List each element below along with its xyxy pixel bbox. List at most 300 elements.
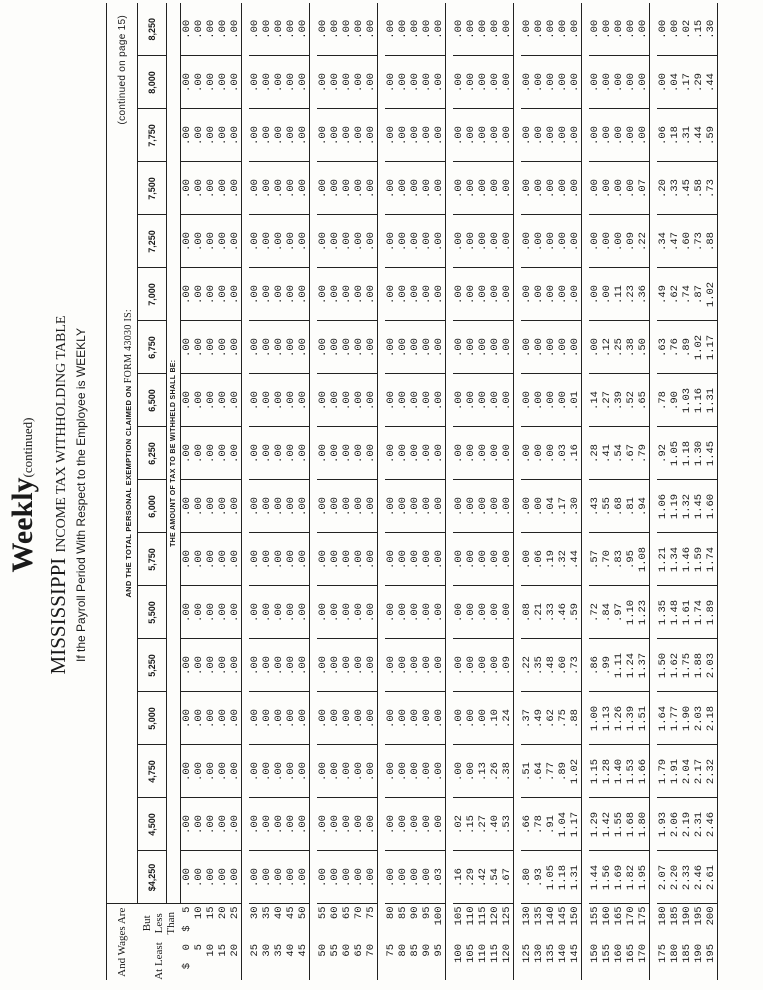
wage-at-least: 35 (273, 944, 285, 957)
exemption-0: $4,250 (138, 851, 167, 904)
tax-amount: .00 (297, 427, 310, 480)
tax-amount: .65 (637, 374, 650, 427)
tax-amount: .66 (521, 798, 533, 851)
tax-amount: .00 (589, 3, 601, 56)
wage-at-least: 120 (501, 942, 514, 980)
tax-amount: 1.10 (625, 586, 637, 639)
tax-amount: .00 (601, 215, 613, 268)
tax-amount: .00 (193, 798, 205, 851)
tax-amount: 1.74 (693, 586, 705, 639)
tax-amount: .00 (521, 109, 533, 162)
banner-lead: AND THE TOTAL PERSONAL EXEMPTION CLAIMED ON (124, 383, 133, 598)
tax-amount: .30 (569, 480, 582, 533)
table-row (193, 3, 205, 980)
tax-amount: .00 (601, 162, 613, 215)
tax-amount: .00 (317, 162, 329, 215)
tax-amount: .00 (557, 374, 569, 427)
tax-amount: .00 (181, 109, 194, 162)
tax-amount: .00 (433, 215, 446, 268)
tax-amount: .54 (489, 851, 501, 904)
tax-amount: .00 (297, 162, 310, 215)
tax-amount: .00 (273, 109, 285, 162)
tax-amount: .00 (545, 109, 557, 162)
tax-amount: .00 (353, 56, 365, 109)
tax-amount: .00 (261, 480, 273, 533)
tax-amount: .00 (409, 586, 421, 639)
wage-less-than: 55 (317, 904, 329, 942)
tax-amount: .00 (465, 745, 477, 798)
tax-amount: .00 (193, 109, 205, 162)
tax-amount: .95 (625, 533, 637, 586)
tax-amount: .15 (693, 3, 705, 56)
tax-amount: .86 (589, 639, 601, 692)
table-row (601, 3, 613, 980)
tax-amount: .00 (385, 268, 397, 321)
tax-amount: .00 (317, 639, 329, 692)
table-row (501, 3, 514, 980)
block-spacer (446, 3, 454, 980)
tax-amount: .00 (365, 692, 378, 745)
tax-amount: .00 (181, 851, 194, 904)
tax-amount: .00 (205, 639, 217, 692)
tax-amount: .00 (409, 427, 421, 480)
tax-amount: .00 (501, 56, 514, 109)
tax-amount: 1.06 (657, 480, 669, 533)
tax-amount: .02 (453, 798, 465, 851)
tax-amount: 1.44 (589, 851, 601, 904)
tax-amount: .00 (285, 851, 297, 904)
tax-amount: .00 (385, 851, 397, 904)
tax-amount: .00 (193, 586, 205, 639)
tax-amount: .00 (193, 745, 205, 798)
tax-amount: .00 (353, 692, 365, 745)
tax-amount: .00 (297, 798, 310, 851)
tax-amount: .00 (261, 3, 273, 56)
tax-amount: .00 (229, 321, 242, 374)
wage-less-than: 85 (397, 904, 409, 942)
tax-amount: 1.66 (637, 745, 650, 798)
spacer-cell (582, 3, 590, 980)
tax-amount: .55 (601, 480, 613, 533)
tax-amount: .00 (217, 321, 229, 374)
tax-amount: .00 (489, 268, 501, 321)
tax-amount: 1.31 (705, 374, 718, 427)
tax-amount: .00 (397, 533, 409, 586)
tax-amount: .00 (465, 480, 477, 533)
tax-amount: 1.31 (569, 851, 582, 904)
tax-amount: 1.91 (669, 745, 681, 798)
tax-amount: .00 (317, 215, 329, 268)
tax-amount: .00 (433, 639, 446, 692)
tax-amount: 1.30 (693, 427, 705, 480)
tax-amount: .11 (613, 268, 625, 321)
tax-amount: .00 (317, 374, 329, 427)
tax-amount: .00 (489, 3, 501, 56)
tax-amount: .00 (249, 533, 261, 586)
tax-amount: .28 (589, 427, 601, 480)
tax-amount: .00 (489, 56, 501, 109)
tax-amount: .00 (193, 374, 205, 427)
wage-at-least: 125 (521, 944, 533, 963)
wage-at-least: 5 (193, 944, 205, 951)
tax-amount: .00 (341, 56, 353, 109)
table-row (229, 3, 242, 980)
tax-amount: .00 (297, 692, 310, 745)
tax-amount: .00 (273, 692, 285, 745)
wage-less-than: 120 (489, 904, 501, 942)
tax-amount: .00 (249, 586, 261, 639)
tax-amount: 2.46 (693, 851, 705, 904)
tax-amount: .60 (557, 639, 569, 692)
title-weekly: Weekly (6, 477, 39, 573)
tax-amount: .00 (589, 268, 601, 321)
tax-amount: 1.04 (557, 798, 569, 851)
tax-amount: 2.04 (681, 745, 693, 798)
table-row (557, 3, 569, 980)
tax-amount: .00 (501, 321, 514, 374)
tax-amount: .00 (501, 215, 514, 268)
tax-amount: .00 (533, 321, 545, 374)
tax-amount: .00 (329, 321, 341, 374)
table-row (489, 3, 501, 980)
tax-amount: .00 (465, 692, 477, 745)
tax-amount: .00 (453, 480, 465, 533)
tax-amount: .00 (601, 268, 613, 321)
tax-amount: .00 (249, 215, 261, 268)
wage-at-least: 20 (229, 942, 242, 980)
tax-amount: 1.50 (657, 639, 669, 692)
tax-amount: .00 (625, 56, 637, 109)
tax-amount: .00 (601, 56, 613, 109)
tax-amount: .00 (545, 321, 557, 374)
tax-amount: .00 (217, 639, 229, 692)
tax-amount: .00 (365, 533, 378, 586)
tax-amount: .00 (533, 215, 545, 268)
tax-amount: .51 (521, 745, 533, 798)
tax-amount: .43 (589, 480, 601, 533)
tax-amount: .00 (341, 692, 353, 745)
tax-amount: .00 (489, 586, 501, 639)
tax-amount: .00 (193, 851, 205, 904)
tax-amount: 1.60 (705, 480, 718, 533)
tax-amount: 1.15 (589, 745, 601, 798)
tax-amount: .00 (217, 798, 229, 851)
tax-amount: .00 (353, 3, 365, 56)
page-heading (0, 0, 118, 990)
tax-amount: .00 (205, 109, 217, 162)
wage-less-than: 165 (613, 904, 625, 942)
table-row (329, 3, 341, 980)
wage-less-than: 10 (193, 904, 205, 942)
wage-less-than: 155 (589, 904, 601, 942)
tax-amount: .00 (193, 215, 205, 268)
wage-at-least: 50 (317, 944, 329, 957)
wage-less-than: 40 (273, 904, 285, 942)
wage-less-than: 65 (341, 904, 353, 942)
exemption-2: 4,750 (138, 745, 167, 798)
tax-amount: .00 (261, 639, 273, 692)
table-row (181, 3, 194, 980)
tax-amount: .00 (273, 639, 285, 692)
tax-amount: .00 (625, 109, 637, 162)
tax-amount: .00 (521, 162, 533, 215)
tax-amount: .00 (217, 374, 229, 427)
tax-amount: 2.07 (657, 851, 669, 904)
tax-amount: .00 (453, 639, 465, 692)
tax-amount: .00 (297, 480, 310, 533)
table-row (353, 3, 365, 980)
tax-amount: .00 (249, 268, 261, 321)
tax-amount: .91 (545, 798, 557, 851)
exemption-10: 6,750 (138, 321, 167, 374)
tax-amount: .00 (181, 427, 194, 480)
tax-amount: .00 (341, 374, 353, 427)
table-row (521, 3, 533, 980)
tax-amount: 2.19 (681, 798, 693, 851)
table-row (705, 3, 718, 980)
tax-amount: .00 (181, 692, 194, 745)
tax-amount: .00 (297, 745, 310, 798)
tax-amount: 1.89 (705, 586, 718, 639)
wage-less-than: 175 (637, 904, 650, 942)
tax-amount: .00 (229, 109, 242, 162)
tax-amount: .00 (205, 745, 217, 798)
tax-amount: .00 (465, 162, 477, 215)
tax-amount: .00 (205, 798, 217, 851)
tax-amount: .00 (569, 56, 582, 109)
tax-amount: .40 (489, 798, 501, 851)
tax-amount: .00 (545, 56, 557, 109)
tax-amount: .00 (353, 533, 365, 586)
tax-amount: .00 (249, 374, 261, 427)
tax-amount: 1.79 (657, 745, 669, 798)
tax-amount: .00 (569, 162, 582, 215)
tax-amount: .00 (217, 268, 229, 321)
tax-amount: .00 (205, 427, 217, 480)
wage-at-least: 185 (681, 944, 693, 963)
tax-amount: .00 (465, 56, 477, 109)
wage-less-than: 130 (521, 904, 533, 942)
tax-amount: .00 (297, 533, 310, 586)
tax-amount: .00 (601, 109, 613, 162)
tax-amount: .00 (205, 56, 217, 109)
tax-amount: .00 (453, 533, 465, 586)
wage-at-least: 60 (341, 944, 353, 957)
tax-amount: .00 (533, 480, 545, 533)
tax-amount: .00 (249, 3, 261, 56)
tax-amount: .44 (569, 533, 582, 586)
tax-amount: .00 (421, 533, 433, 586)
tax-amount: .63 (657, 321, 669, 374)
exemption-14: 7,750 (138, 109, 167, 162)
table-row (669, 3, 681, 980)
tax-amount: .00 (545, 215, 557, 268)
tax-amount: 1.62 (669, 639, 681, 692)
tax-amount: .00 (229, 639, 242, 692)
tax-amount: .00 (453, 3, 465, 56)
tax-amount: .10 (489, 692, 501, 745)
tax-amount: .00 (285, 215, 297, 268)
tax-amount: .00 (465, 109, 477, 162)
tax-amount: .00 (501, 586, 514, 639)
tax-amount: .88 (705, 215, 718, 268)
tax-amount: .00 (341, 427, 353, 480)
tax-amount: .00 (261, 851, 273, 904)
tax-amount: .00 (217, 109, 229, 162)
tax-amount: .00 (329, 851, 341, 904)
tax-amount: .00 (453, 56, 465, 109)
wage-at-least: 145 (569, 942, 582, 980)
tax-amount: .00 (229, 162, 242, 215)
tax-amount: 1.23 (637, 586, 650, 639)
spacer-cell (242, 3, 250, 980)
tax-amount: .00 (421, 639, 433, 692)
tax-amount: .00 (409, 56, 421, 109)
tax-amount: .00 (365, 215, 378, 268)
tax-amount: .00 (453, 745, 465, 798)
tax-amount: 1.93 (657, 798, 669, 851)
tax-amount: 2.33 (681, 851, 693, 904)
tax-amount: .00 (489, 321, 501, 374)
tax-amount: .00 (285, 480, 297, 533)
wage-less-than: 180 (657, 904, 669, 942)
tax-amount: .06 (533, 533, 545, 586)
tax-amount: 1.11 (613, 639, 625, 692)
tax-amount: 1.39 (625, 692, 637, 745)
tax-amount: .00 (557, 109, 569, 162)
tax-amount: .00 (193, 480, 205, 533)
wage-at-least: 85 (409, 944, 421, 957)
tax-amount: 1.08 (637, 533, 650, 586)
tax-amount: .00 (385, 162, 397, 215)
tax-amount: 1.05 (669, 427, 681, 480)
tax-amount: 1.82 (625, 851, 637, 904)
tax-amount: .00 (249, 745, 261, 798)
wage-less-than: 110 (465, 904, 477, 942)
tax-amount: .00 (385, 3, 397, 56)
tax-amount: .00 (589, 215, 601, 268)
tax-amount: .00 (329, 215, 341, 268)
wage-less-than: 195 (693, 904, 705, 942)
tax-amount: .00 (397, 427, 409, 480)
tax-amount: .00 (421, 798, 433, 851)
tax-amount: .00 (249, 639, 261, 692)
tax-amount: .00 (229, 215, 242, 268)
tax-amount: .00 (217, 3, 229, 56)
tax-amount: 1.29 (589, 798, 601, 851)
header-row-exemptions (138, 3, 167, 980)
wage-less-than: 20 (217, 904, 229, 942)
table-row (613, 3, 625, 980)
tax-amount: .54 (613, 427, 625, 480)
spacer-cell (514, 3, 522, 980)
tax-amount: .00 (273, 3, 285, 56)
tax-amount: .09 (625, 215, 637, 268)
tax-amount: .00 (589, 56, 601, 109)
tax-amount: .00 (501, 480, 514, 533)
tax-amount: .21 (533, 586, 545, 639)
tax-amount: .00 (453, 162, 465, 215)
tax-amount: 1.21 (657, 533, 669, 586)
tax-amount: 1.18 (557, 851, 569, 904)
tax-amount: .00 (249, 427, 261, 480)
wage-at-least: 150 (589, 944, 601, 963)
exemption-15: 8,000 (138, 56, 167, 109)
wage-less-than: 35 (261, 904, 273, 942)
tax-amount: 1.34 (669, 533, 681, 586)
tax-amount: .00 (433, 3, 446, 56)
wage-at-least: 110 (477, 944, 489, 963)
tax-amount: .78 (657, 374, 669, 427)
wage-less-than: 140 (545, 904, 557, 942)
tax-amount: .00 (205, 586, 217, 639)
tax-amount: .00 (285, 639, 297, 692)
tax-amount: .00 (521, 215, 533, 268)
tax-amount: .00 (613, 162, 625, 215)
tax-amount: .00 (613, 109, 625, 162)
continued-note: (continued on page 15) (117, 15, 128, 125)
tax-amount: .00 (341, 109, 353, 162)
wage-less-than: 70 (353, 904, 365, 942)
tax-amount: .00 (557, 56, 569, 109)
tax-amount: .00 (217, 586, 229, 639)
tax-amount: .00 (229, 374, 242, 427)
wage-at-least: 55 (329, 944, 341, 957)
spacer-cell (650, 3, 658, 980)
tax-amount: .00 (385, 692, 397, 745)
tax-amount: .00 (317, 3, 329, 56)
tax-amount: .00 (249, 321, 261, 374)
block-spacer (310, 3, 318, 980)
tax-amount: .00 (365, 586, 378, 639)
tax-amount: .00 (397, 586, 409, 639)
tax-amount: .42 (477, 851, 489, 904)
table-row (693, 3, 705, 980)
tax-amount: .00 (569, 321, 582, 374)
tax-amount: .00 (181, 798, 194, 851)
tax-amount: .32 (557, 533, 569, 586)
tax-amount: .90 (669, 374, 681, 427)
tax-amount: .00 (421, 480, 433, 533)
tax-amount: .00 (397, 374, 409, 427)
table-row (273, 3, 285, 980)
tax-amount: .00 (261, 427, 273, 480)
exemption-9: 6,500 (138, 374, 167, 427)
wage-less-than: 75 (365, 904, 378, 942)
tax-amount: .60 (681, 215, 693, 268)
tax-amount: .00 (433, 56, 446, 109)
wage-less-than: 150 (569, 904, 582, 942)
tax-amount: .00 (317, 268, 329, 321)
tax-amount: .00 (317, 798, 329, 851)
tax-amount: .83 (613, 533, 625, 586)
tax-amount: .00 (409, 851, 421, 904)
wage-at-least: 70 (365, 942, 378, 980)
tax-amount: .00 (489, 480, 501, 533)
tax-amount: .00 (229, 586, 242, 639)
tax-amount: .00 (365, 3, 378, 56)
tax-amount: .00 (521, 480, 533, 533)
tax-amount: .00 (285, 56, 297, 109)
tax-amount: .00 (613, 56, 625, 109)
tax-amount: 1.88 (693, 639, 705, 692)
tax-amount: .00 (545, 162, 557, 215)
tax-table (106, 3, 718, 980)
tax-amount: .00 (489, 215, 501, 268)
tax-amount: .00 (421, 321, 433, 374)
tax-amount: .00 (217, 745, 229, 798)
tax-amount: .00 (297, 321, 310, 374)
